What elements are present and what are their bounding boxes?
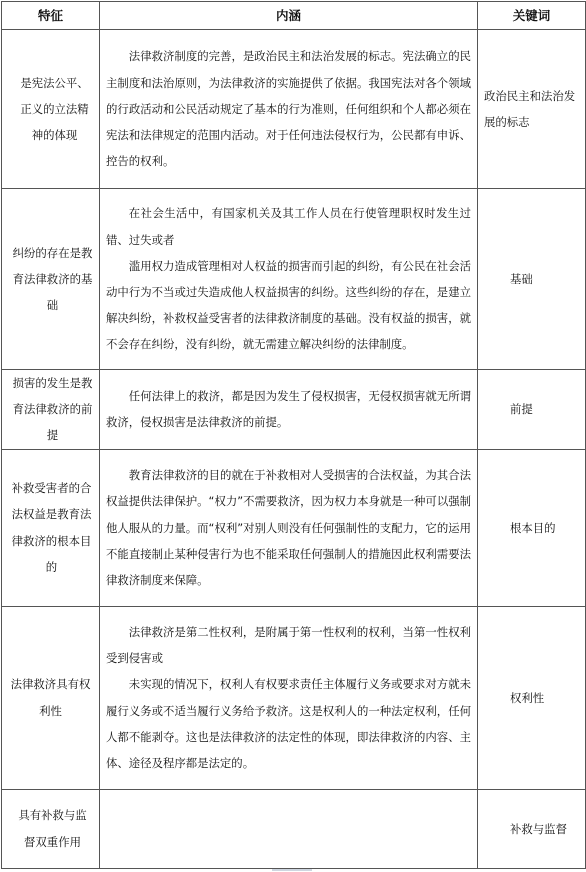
header-feature: 特征 <box>2 2 100 30</box>
feature-cell: 是宪法公平、正义的立法精神的体现 <box>2 30 100 189</box>
table-row <box>2 370 586 450</box>
table-row <box>2 789 586 868</box>
feature-cell: 具有补救与监督双重作用 <box>2 789 100 868</box>
features-table <box>1 1 586 869</box>
header-row <box>2 2 586 30</box>
header-keyword: 关键词 <box>478 2 586 30</box>
content-paragraph: 法律救济是第二性权利，是附属于第一性权利的权利，当第一性权利受到侵害或 <box>106 625 471 666</box>
feature-cell: 损害的发生是教育法律救济的前提 <box>2 370 100 450</box>
content-paragraph: 法律救济制度的完善，是政治民主和法治发展的标志。宪法确立的民主制度和法治原则，为法律救济的实施提供了依据。我国宪法对各个领域的行政活动和公民活动规定了基本的行为准则，任何组织和个人都必须在宪法和法律规定的范围内活动。对于任何违法侵权行为，公民都有申诉、控告的权利。 <box>106 49 471 169</box>
feature-cell: 法律救济具有权利性 <box>2 606 100 789</box>
content-paragraph: 未实现的情况下，权利人有权要求责任主体履行义务或要求对方就未履行义务或不适当履行义务给予救济。这是权利人的一种法定权利，任何人都不能剥夺。这也是法律救济的法定性的体现，即法律救济的内容、主体、途径及程序都是法定的。 <box>106 677 471 771</box>
keyword-cell: 政治民主和法治发展的标志 <box>478 30 586 189</box>
header-content: 内涵 <box>100 2 478 30</box>
content-paragraph: 在社会生活中，有国家机关及其工作人员在行使管理职权时发生过错、过失或者 <box>106 206 471 247</box>
feature-cell: 纠纷的存在是教育法律救济的基础 <box>2 189 100 370</box>
table-row <box>2 606 586 789</box>
keyword-cell: 前提 <box>478 370 586 450</box>
keyword-cell: 补救与监督 <box>478 789 586 868</box>
keyword-cell: 权利性 <box>478 606 586 789</box>
keyword-cell: 基础 <box>478 189 586 370</box>
table-row <box>2 30 586 189</box>
content-paragraph: 滥用权力造成管理相对人权益的损害而引起的纠纷，有公民在社会活动中行为不当或过失造成他人权益损害的纠纷。这些纠纷的存在，是建立解决纠纷，补救权益受害者的法律救济制度的基础。没有权益的损害，就不会存在纠纷，没有纠纷，就无需建立解决纠纷的法律制度。 <box>106 258 471 352</box>
content-paragraph: 教育法律救济的目的就在于补救相对人受损害的合法权益，为其合法权益提供法律保护。“权力”不需要救济，因为权力本身就是一种可以强制他人服从的力量。而“权利”对别人则没有任何强制性的支配力，它的运用不能直接制止某种侵害行为也不能采取任何强制人的措施因此权利需要法律救济制度来保障。 <box>106 468 471 587</box>
keyword-cell: 根本目的 <box>478 449 586 606</box>
table-row <box>2 449 586 606</box>
page-divider <box>272 869 312 871</box>
content-cell <box>100 30 478 189</box>
content-cell <box>100 189 478 370</box>
content-paragraph: 任何法律上的救济，都是因为发生了侵权损害，无侵权损害就无所谓救济，侵权损害是法律救济的前提。 <box>106 389 471 430</box>
content-cell <box>100 449 478 606</box>
content-cell <box>100 370 478 450</box>
content-cell <box>100 789 478 868</box>
table-row <box>2 189 586 370</box>
feature-cell: 补救受害者的合法权益是教育法律救济的根本目的 <box>2 449 100 606</box>
content-cell <box>100 606 478 789</box>
